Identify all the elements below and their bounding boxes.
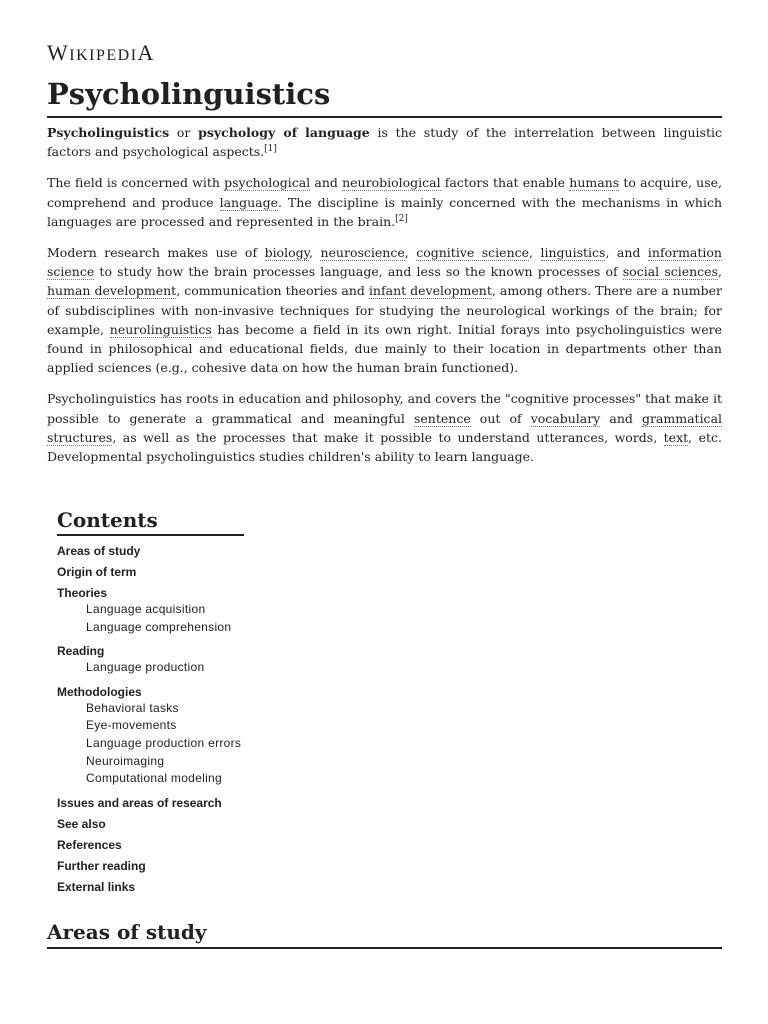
text: , (718, 264, 722, 280)
section-heading-areas-of-study: Areas of study (47, 918, 722, 949)
text: factors that enable (440, 175, 570, 191)
link-grammatical-structures[interactable]: grammatical structures (47, 410, 723, 445)
reference-link[interactable]: [1] (264, 144, 277, 155)
text: , (529, 245, 541, 261)
link-humans[interactable]: humans (569, 175, 620, 191)
page-title: Psycholinguistics (47, 74, 722, 118)
text: Psycholinguistics has roots in education and philosophy, and covers the "cognitive processes" that make it possible to generate a grammatical and meaningful (47, 391, 722, 426)
text: , among others. There are a number of subdisciplines with non-invasive techniques for studying the neurological workings of the brain; for example, (47, 283, 722, 337)
text: to acquire, use, comprehend and produce (47, 175, 723, 210)
paragraph-intro (47, 123, 722, 161)
toc-item[interactable]: External links (57, 879, 136, 894)
link-cognitive-science[interactable]: cognitive science (416, 245, 530, 261)
link-neurobiological[interactable]: neurobiological (342, 175, 441, 191)
link-infant-development[interactable]: infant development (368, 283, 492, 299)
link-linguistics[interactable]: linguistics (540, 245, 606, 261)
link-biology[interactable]: biology (264, 245, 310, 261)
toc-subitem[interactable]: Language production (86, 660, 205, 675)
text: or (169, 125, 199, 140)
text: has become a field in its own right. Initial forays into psycholinguistics were found in philosophical and educational fields, due mainly to their location in departments other than applied sciences (e.g., cohesive data on how the human brain functioned). (47, 321, 722, 376)
paragraph-field (47, 173, 722, 231)
toc-subitem[interactable]: Eye-movements (86, 718, 177, 733)
toc-item[interactable]: Origin of term (57, 565, 137, 579)
toc-item[interactable]: Areas of study (57, 544, 141, 558)
toc-subitem[interactable]: Language comprehension (86, 619, 232, 634)
link-language[interactable]: language (219, 194, 278, 210)
toc-list (57, 544, 244, 895)
bold-term: psychology of language (198, 125, 370, 140)
toc-subitem[interactable]: Language acquisition (86, 602, 206, 616)
text: and (310, 175, 343, 191)
bold-term: Psycholinguistics (47, 125, 170, 140)
toc-item[interactable]: Theories (57, 586, 108, 600)
paragraph-research (47, 243, 722, 377)
text: , (404, 245, 417, 261)
text: , and (605, 245, 648, 261)
toc-item[interactable]: References (57, 837, 122, 852)
text: . The discipline is mainly concerned with the mechanisms in which languages are processed and represented in the brain. (47, 194, 722, 229)
link-psychological[interactable]: psychological (224, 175, 311, 191)
text: out of (470, 410, 531, 426)
toc-item[interactable]: Methodologies (57, 684, 142, 699)
table-of-contents (57, 508, 244, 895)
toc-heading: Contents (57, 508, 244, 536)
wikipedia-logo[interactable] (47, 40, 155, 66)
link-text[interactable]: text (663, 429, 689, 445)
link-human-development[interactable]: human development (47, 283, 177, 299)
link-vocabulary[interactable]: vocabulary (530, 410, 601, 426)
text: Modern research makes use of (47, 245, 265, 261)
text: , as well as the processes that make it possible to understand utterances, words, (112, 429, 664, 445)
text: , communication theories and (176, 283, 369, 299)
link-neuroscience[interactable]: neuroscience (320, 245, 405, 261)
wordmark-final: A (137, 40, 155, 65)
toc-item[interactable]: Issues and areas of research (57, 795, 222, 810)
toc-item[interactable]: Reading (57, 644, 105, 659)
toc-subitem[interactable]: Computational modeling (86, 771, 223, 786)
toc-subitem[interactable]: Neuroimaging (86, 753, 165, 768)
text: to study how the brain processes language, and less so the known processes of (94, 264, 623, 280)
link-neurolinguistics[interactable]: neurolinguistics (109, 321, 212, 337)
reference-link[interactable]: [2] (395, 213, 408, 224)
text: The field is concerned with (47, 175, 225, 191)
paragraph-roots (47, 389, 722, 466)
link-sentence[interactable]: sentence (414, 410, 471, 426)
toc-subitem[interactable]: Behavioral tasks (86, 700, 179, 715)
wordmark-initial: W (47, 40, 70, 65)
toc-item[interactable]: See also (57, 816, 106, 831)
text: , etc. Developmental psycholinguistics studies children's ability to learn language. (47, 429, 722, 465)
wordmark-smallcaps: IKIPEDI (69, 47, 138, 64)
text: , (309, 245, 321, 261)
toc-item[interactable]: Further reading (57, 858, 146, 873)
article-body (47, 123, 722, 478)
text: and (600, 410, 642, 426)
toc-subitem[interactable]: Language production errors (86, 735, 242, 750)
link-social-sciences[interactable]: social sciences (622, 264, 718, 280)
link-information-science[interactable]: information science (47, 245, 722, 280)
text: is the study of the interrelation between linguistic factors and psychological aspects. (47, 125, 722, 160)
